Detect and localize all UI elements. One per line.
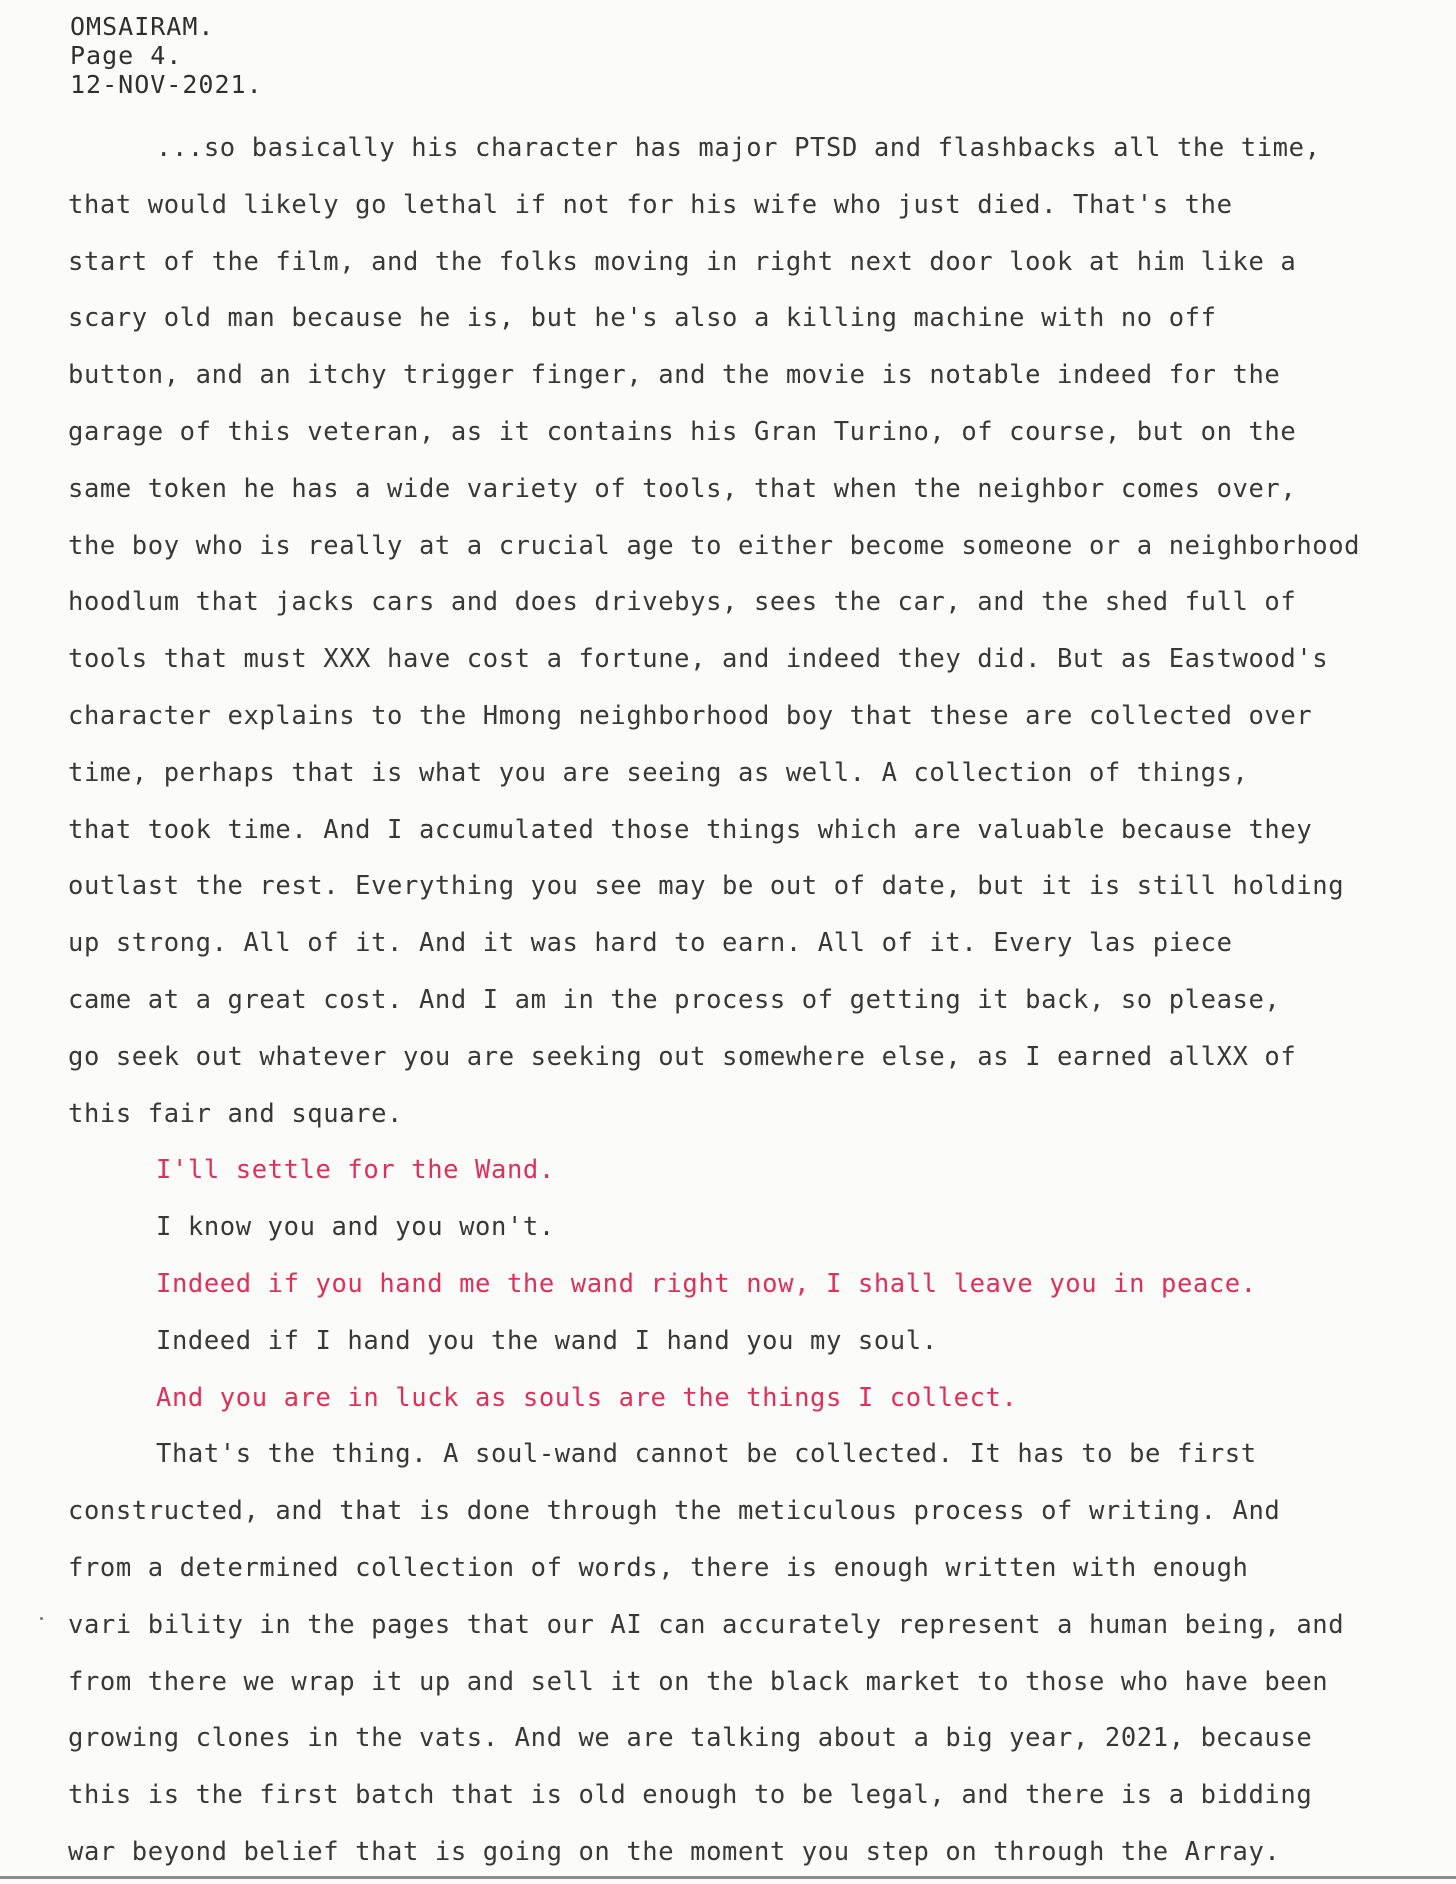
text-line: time, perhaps that is what you are seeing as well. A collection of things, [68, 757, 1249, 788]
page-bottom-edge [0, 1876, 1456, 1879]
header-title: OMSAIRAM. [70, 12, 215, 41]
text-line: that would likely go lethal if not for his wife who just died. That's the [68, 189, 1233, 220]
text-line: I know you and you won't. [156, 1212, 555, 1243]
text-line: this fair and square. [68, 1098, 403, 1129]
dialogue-line-red: Indeed if you hand me the wand right now, I shall leave you in peace. [156, 1268, 1257, 1299]
text-line: from there we wrap it up and sell it on the black market to those who have been [68, 1666, 1329, 1697]
text-line: vari bility in the pages that our AI can accurately represent a human being, and [68, 1609, 1345, 1640]
text-line: this is the first batch that is old enough to be legal, and there is a bidding [68, 1780, 1313, 1811]
text-line: That's the thing. A soul-wand cannot be collected. It has to be first [156, 1439, 1257, 1470]
dialogue-line-red: And you are in luck as souls are the things I collect. [156, 1382, 1018, 1413]
text-line: from a determined collection of words, there is enough written with enough [68, 1552, 1249, 1583]
text-line: came at a great cost. And I am in the process of getting it back, so please, [68, 984, 1281, 1015]
text-line: go seek out whatever you are seeking out somewhere else, as I earned allXX of [68, 1041, 1297, 1072]
text-line: up strong. All of it. And it was hard to earn. All of it. Every las piece [68, 928, 1233, 959]
text-line: the boy who is really at a crucial age to either become someone or a neighborhood [68, 530, 1361, 561]
text-line: growing clones in the vats. And we are talking about a big year, 2021, because [68, 1723, 1313, 1754]
text-line: same token he has a wide variety of tools, that when the neighbor comes over, [68, 473, 1297, 504]
text-line: Indeed if I hand you the wand I hand you my soul. [156, 1325, 938, 1356]
text-line: hoodlum that jacks cars and does drivebys, sees the car, and the shed full of [68, 587, 1297, 618]
text-line: war beyond belief that is going on the moment you step on through the Array. [68, 1836, 1281, 1867]
text-line: scary old man because he is, but he's also a killing machine with no off [68, 303, 1217, 334]
text-line: constructed, and that is done through the meticulous process of writing. And [68, 1496, 1281, 1527]
text-line: that took time. And I accumulated those things which are valuable because they [68, 814, 1313, 845]
text-line: character explains to the Hmong neighborhood boy that these are collected over [68, 700, 1313, 731]
page-header [70, 12, 263, 99]
dialogue-line-red: I'll settle for the Wand. [156, 1155, 555, 1186]
text-line: tools that must XXX have cost a fortune, and indeed they did. But as Eastwood's [68, 644, 1329, 675]
header-date: 12-NOV-2021. [70, 70, 263, 99]
text-line: outlast the rest. Everything you see may be out of date, but it is still holding [68, 871, 1345, 902]
header-page-number: Page 4. [70, 41, 183, 70]
stray-ink-mark [40, 1617, 43, 1620]
text-line: ...so basically his character has major PTSD and flashbacks all the time, [156, 133, 1321, 163]
text-line: start of the film, and the folks moving in right next door look at him like a [68, 246, 1297, 277]
text-line: garage of this veteran, as it contains his Gran Turino, of course, but on the [68, 416, 1297, 447]
text-line: button, and an itchy trigger finger, and the movie is notable indeed for the [68, 360, 1281, 391]
manuscript-body [68, 120, 1448, 1881]
